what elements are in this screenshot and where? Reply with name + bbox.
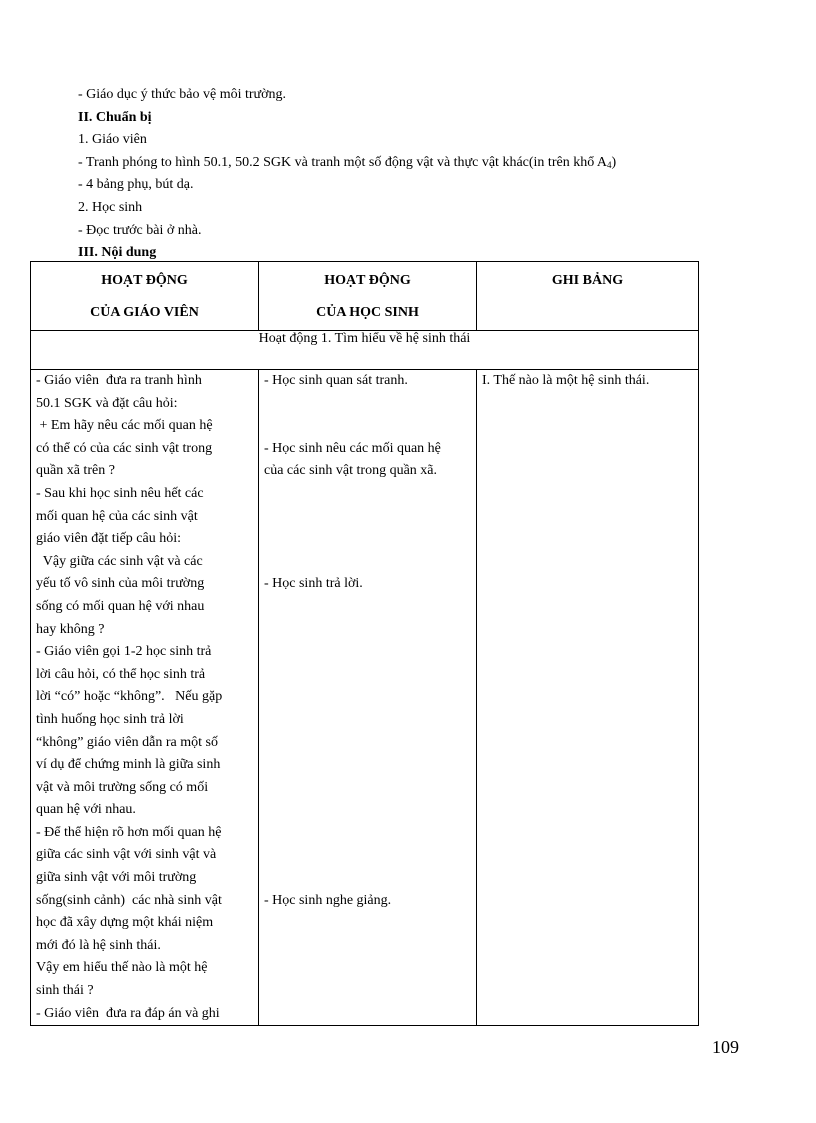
intro-line: - 4 bảng phụ, bút dạ. [78,177,194,193]
teacher-line: Vậy giữa các sinh vật và các [36,553,203,569]
student-line: - Học sinh quan sát tranh. [264,373,408,388]
section-title: Hoạt động 1. Tìm hiểu về hệ sinh thái [31,331,699,370]
teacher-line: ví dụ để chứng minh là giữa sinh [36,757,221,773]
teacher-line: sống có mối quan hệ với nhau [36,598,205,614]
teacher-line: - Để thể hiện rõ hơn mối quan hệ [36,824,222,840]
lesson-table [30,261,699,1026]
intro-line: 2. Học sinh [78,199,143,215]
student-line: - Học sinh nêu các mối quan hệ [264,440,441,456]
board-notes [477,370,698,393]
intro-line-materials: - Tranh phóng to hình 50.1, 50.2 SGK và tranh một số động vật và thực vật khác(in trên khổ $A_4$) [78,154,617,170]
teacher-line: “không” giáo viên dẫn ra một số [36,734,218,750]
teacher-line: Vậy em hiểu thế nào là một hệ [36,960,208,976]
intro-line: 1. Giáo viên [78,132,147,148]
board-line: I. Thế nào là một hệ sinh thái. [482,373,650,388]
teacher-line: vật và môi trường sống có mối [36,779,209,795]
teacher-line: giữa sinh vật với môi trường [36,870,197,886]
teacher-line: sống(sinh cảnh) các nhà sinh vật [36,892,222,908]
teacher-column [31,370,259,1026]
teacher-line: - Giáo viên gọi 1-2 học sinh trả [36,644,212,660]
teacher-line: - Giáo viên đưa ra tranh hình [36,373,202,388]
intro-text [78,84,758,265]
teacher-line: tình huống học sinh trả lời [36,711,184,727]
intro-line: - Đọc trước bài ở nhà. [78,222,202,238]
student-line: - Học sinh trả lời. [264,576,363,592]
teacher-line: + Em hãy nêu các mối quan hệ [36,418,213,434]
section-row [31,331,699,370]
student-line: - Học sinh nghe giảng. [264,892,392,908]
teacher-line: sinh thái ? [36,983,94,999]
teacher-line: quan hệ với nhau. [36,802,136,818]
teacher-line: học đã xây dựng một khái niệm [36,915,214,931]
header-student: HOẠT ĐỘNG CỦA HỌC SINH [259,262,477,331]
header-teacher: HOẠT ĐỘNG CỦA GIÁO VIÊN [31,262,259,331]
table-header-row [31,262,699,331]
teacher-line: hay không ? [36,621,105,637]
teacher-line: - Sau khi học sinh nêu hết các [36,485,204,501]
section-heading-content: III. Nội dung [78,245,157,261]
teacher-line: quần xã trên ? [36,463,115,479]
teacher-activities [31,370,258,1025]
teacher-line: giáo viên đặt tiếp câu hỏi: [36,531,182,547]
section-heading-preparation: II. Chuẩn bị [78,109,152,125]
table-body-row [31,370,699,1026]
student-line: của các sinh vật trong quần xã. [264,463,437,479]
page-number: 109 [712,1037,739,1057]
student-column [259,370,477,1026]
teacher-line: mối quan hệ của các sinh vật [36,508,198,524]
teacher-line: 50.1 SGK và đặt câu hỏi: [36,395,178,411]
teacher-line: mới đó là hệ sinh thái. [36,937,161,953]
teacher-line: lời câu hỏi, có thể học sinh trả [36,666,206,682]
header-board: GHI BẢNG [477,262,699,331]
student-activities [259,370,476,912]
teacher-line: có thể có của các sinh vật trong [36,440,213,456]
board-column [477,370,699,1026]
teacher-line: giữa các sinh vật với sinh vật và [36,847,217,863]
teacher-line: lời “có” hoặc “không”. Nếu gặp [36,689,223,705]
teacher-line: - Giáo viên đưa ra đáp án và ghi [36,1005,220,1021]
teacher-line: yếu tố vô sinh của môi trường [36,576,205,592]
intro-line: - Giáo dục ý thức bảo vệ môi trường. [78,87,287,102]
